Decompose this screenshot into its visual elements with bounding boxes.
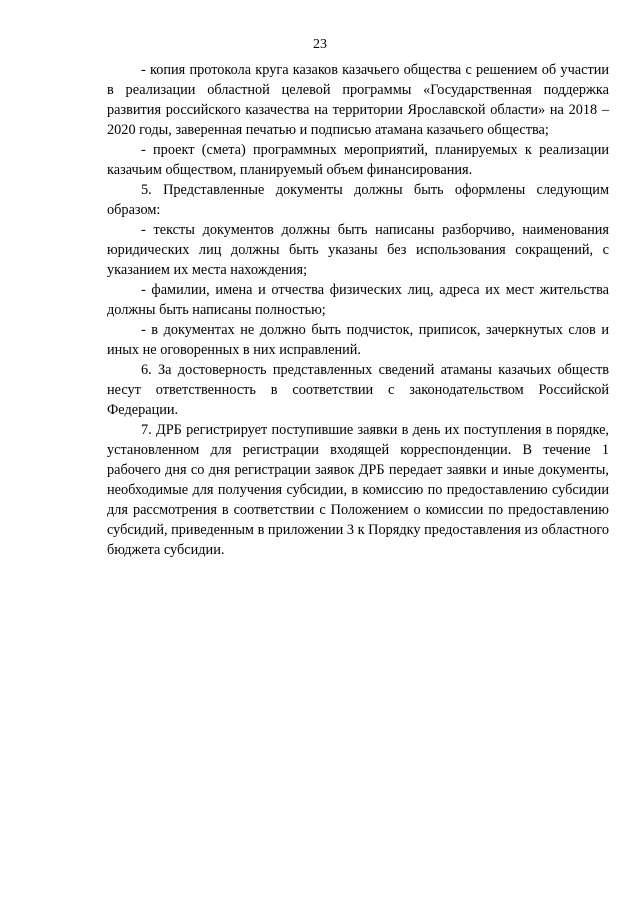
document-body [107, 60, 609, 560]
paragraph-legible-texts: - тексты документов должны быть написаны разборчиво, наименования юридических лиц должны быть указаны без использования сокращений, с указанием их места нахождения; [107, 222, 609, 278]
paragraph-section-5: 5. Представленные документы должны быть оформлены следующим образом: [107, 182, 609, 218]
paragraph-full-names: - фамилии, имена и отчества физических лиц, адреса их мест жительства должны быть написаны полностью; [107, 282, 609, 318]
paragraph-section-7: 7. ДРБ регистрирует поступившие заявки в день их поступления в порядке, установленном для регистрации входящей корреспонденции. В течение 1 рабочего дня со дня регистрации заявок ДРБ передает заявки и иные документы, необходимые для получения субсидии, в комиссию по предоставлению субсидии для рассмотрения в соответствии с Положением о комиссии по предоставлению субсидий, приведенным в приложении 3 к Порядку предоставления из областного бюджета субсидии. [107, 422, 609, 558]
paragraph-no-erasures: - в документах не должно быть подчисток, приписок, зачеркнутых слов и иных не оговоренных в них исправлений. [107, 322, 609, 358]
paragraph-project-estimate: - проект (смета) программных мероприятий, планируемых к реализации казачьим обществом, планируемый объем финансирования. [107, 142, 609, 178]
page-number: 23 [313, 37, 327, 52]
paragraph-protocol-copy: - копия протокола круга казаков казачьего общества с решением об участии в реализации областной целевой программы «Государственная поддержка развития российского казачества на территории Ярославской области» на 2018 – 2020 годы, заверенная печатью и подписью атамана казачьего общества; [107, 62, 609, 138]
paragraph-section-6: 6. За достоверность представленных сведений атаманы казачьих обществ несут ответственность в соответствии с законодательством Российской Федерации. [107, 362, 609, 418]
